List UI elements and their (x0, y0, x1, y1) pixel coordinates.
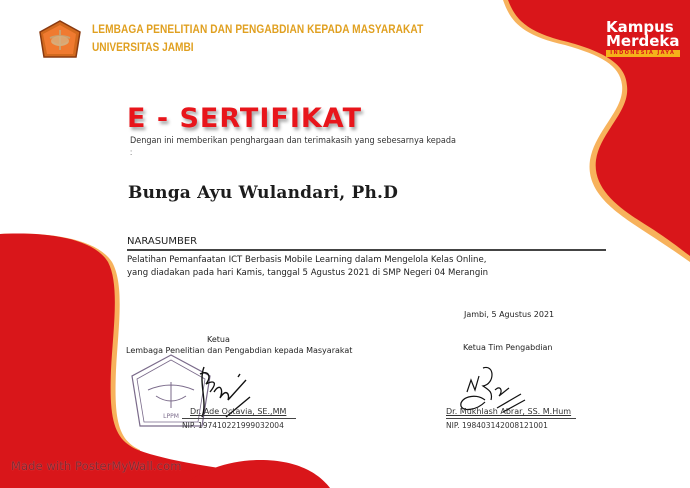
postermywall-watermark: Made with PosterMyWall.com (11, 459, 182, 473)
right-signatory-name: Dr. Mukhlash Abrar, SS. M.Hum (446, 407, 572, 416)
stamp-label: LPPM (163, 413, 179, 420)
right-signatory-nip: NIP. 198403142008121001 (446, 421, 548, 430)
intro-text: Dengan ini memberikan penghargaan dan terimakasih yang sebesarnya kepada (130, 136, 457, 146)
left-signature-line (182, 418, 296, 419)
left-signatory-position: Ketua (207, 335, 230, 344)
description-line2: yang diadakan pada hari Kamis, tanggal 5 Agustus 2021 di SMP Negeri 04 Merangin (127, 268, 489, 278)
university-crest-icon (38, 20, 82, 62)
org-name-line2: UNIVERSITAS JAMBI (92, 42, 194, 54)
place-date: Jambi, 5 Agustus 2021 (464, 310, 555, 319)
right-signature-line (446, 418, 576, 419)
brand-line2: Merdeka (606, 32, 680, 50)
bottom-red-mound (180, 460, 330, 488)
brand-line1: Kampus (606, 18, 674, 36)
event-description (127, 254, 488, 280)
kampus-merdeka-logo (606, 20, 680, 57)
description-line1: Pelatihan Pemanfaatan ICT Berbasis Mobile Learning dalam Mengelola Kelas Online, (127, 255, 487, 265)
left-signatory-nip: NIP. 197410221999032004 (182, 421, 284, 430)
left-signatory-institution: Lembaga Penelitian dan Pengabdian kepada Masyarakat (126, 346, 353, 355)
intro-colon: : (130, 148, 133, 157)
certificate-title: E - SERTIFIKAT (127, 103, 363, 134)
org-name-line1: LEMBAGA PENELITIAN DAN PENGABDIAN KEPADA MASYARAKAT (92, 24, 424, 36)
brand-tagline: INDONESIA JAYA (606, 50, 680, 57)
left-signatory-name: Dr. Ade Octavia, SE.,MM (190, 407, 287, 416)
right-signatory-position: Ketua Tim Pengabdian (463, 343, 553, 352)
recipient-role: NARASUMBER (127, 236, 198, 247)
role-divider (127, 249, 606, 251)
recipient-name: Bunga Ayu Wulandari, Ph.D (128, 183, 399, 203)
